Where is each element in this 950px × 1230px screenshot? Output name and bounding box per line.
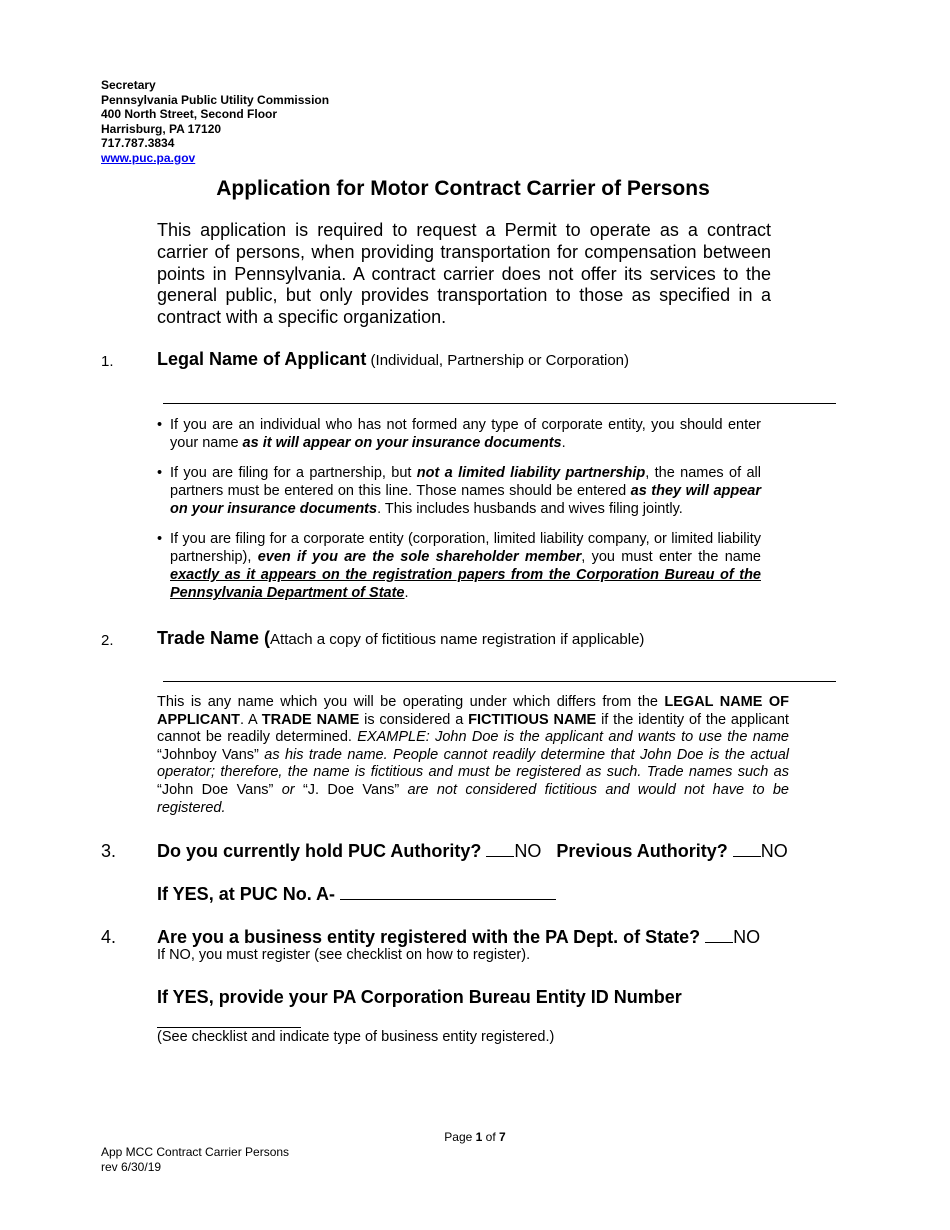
q3-followup bbox=[157, 883, 556, 905]
document-title: Application for Motor Contract Carrier of Persons bbox=[216, 177, 710, 200]
q4-number: 4. bbox=[101, 927, 117, 947]
q1-heading bbox=[157, 349, 629, 370]
q1-sublabel: (Individual, Partnership or Corporation) bbox=[366, 352, 629, 369]
q3-number: 3. bbox=[101, 841, 117, 861]
q1-answer-line[interactable] bbox=[163, 403, 836, 404]
footer-form-name: App MCC Contract Carrier Persons bbox=[101, 1145, 290, 1159]
q1-bullet-individual: • If you are an individual who has not formed any type of corporate entity, you should enter your name as it will appear on your insurance documents. bbox=[157, 416, 761, 452]
header-line-commission: Pennsylvania Public Utility Commission bbox=[101, 92, 330, 107]
q1-bullet-corporation: • If you are filing for a corporate entity (corporation, limited liability company, or limited liability partnership), even if you are the sole shareholder member, you must enter the name exactly as it appears on the registration papers from the Corporation Bureau of the Pennsylvania Department of State. bbox=[157, 530, 761, 602]
q3-current-blank[interactable] bbox=[486, 840, 514, 857]
q1-bullet-partnership: • If you are filing for a partnership, but not a limited liability partnership, the names of all partners must be entered on this line. Those names should be entered as they will appear on your insurance documents. This includes husbands and wives filing jointly. bbox=[157, 464, 761, 518]
q4-entity-id-blank[interactable] bbox=[157, 1011, 301, 1028]
q1-number: 1. bbox=[101, 353, 114, 370]
header-line-street: 400 North Street, Second Floor bbox=[101, 107, 278, 121]
header-address bbox=[101, 78, 329, 165]
q4-followup-label: If YES, provide your PA Corporation Bureau Entity ID Number bbox=[157, 987, 682, 1007]
q3-question-previous: Previous Authority? bbox=[556, 841, 728, 861]
q3-previous-blank[interactable] bbox=[733, 840, 761, 857]
footer-revision: rev 6/30/19 bbox=[101, 1159, 162, 1174]
header-line-secretary: Secretary bbox=[101, 78, 156, 92]
footer-form-info bbox=[101, 1145, 289, 1174]
q1-bullet-list bbox=[157, 416, 761, 614]
q1-label: Legal Name of Applicant bbox=[157, 349, 367, 369]
intro-paragraph: This application is required to request a Permit to operate as a contract carrier of persons, when providing transportation for compensation between points in Pennsylvania. A contract carrier does not offer its services to the general public, but only provides transportation to those as specified in a contract with a specific organization. bbox=[157, 220, 771, 328]
page-number: Page 1 of 7 bbox=[444, 1130, 506, 1144]
q4-note: If NO, you must register (see checklist on how to register). bbox=[157, 947, 531, 963]
q4-followup bbox=[157, 987, 682, 1008]
q4-row bbox=[157, 926, 760, 948]
q4-blank[interactable] bbox=[705, 926, 733, 943]
q3-row bbox=[157, 840, 837, 862]
q3-followup-label: If YES, at PUC No. A- bbox=[157, 884, 336, 904]
header-phone: 717.787.3834 bbox=[101, 136, 175, 150]
q4-answer: NO bbox=[733, 927, 761, 947]
header-website-link[interactable]: www.puc.pa.gov bbox=[101, 150, 196, 165]
q2-number: 2. bbox=[101, 632, 114, 649]
q2-heading bbox=[157, 628, 644, 649]
q2-sublabel: Attach a copy of fictitious name registration if applicable) bbox=[270, 631, 645, 648]
header-line-city: Harrisburg, PA 17120 bbox=[101, 121, 222, 136]
q3-puc-number-blank[interactable] bbox=[340, 883, 556, 900]
q3-question-current: Do you currently hold PUC Authority? bbox=[157, 841, 482, 861]
q2-answer-line[interactable] bbox=[163, 681, 836, 682]
q4-question: Are you a business entity registered with the PA Dept. of State? bbox=[157, 927, 701, 947]
q2-label: Trade Name ( bbox=[157, 628, 271, 648]
q2-explanation: This is any name which you will be operating under which differs from the LEGAL NAME OF APPLICANT. A TRADE NAME is considered a FICTITIOUS NAME if the identity of the applicant cannot be readily determined. EXAMPLE: John Doe is the applicant and wants to use the name “Johnboy Vans” as his trade name. People cannot readily determine that John Doe is the actual operator; therefore, the name is fictitious and must be registered as such. Trade names such as “John Doe Vans” or “J. Doe Vans” are not considered fictitious and would not have to be registered. bbox=[157, 694, 790, 816]
q4-hint: (See checklist and indicate type of business entity registered.) bbox=[157, 1029, 555, 1045]
q3-previous-answer: NO bbox=[760, 841, 788, 861]
q3-current-answer: NO bbox=[514, 841, 542, 861]
